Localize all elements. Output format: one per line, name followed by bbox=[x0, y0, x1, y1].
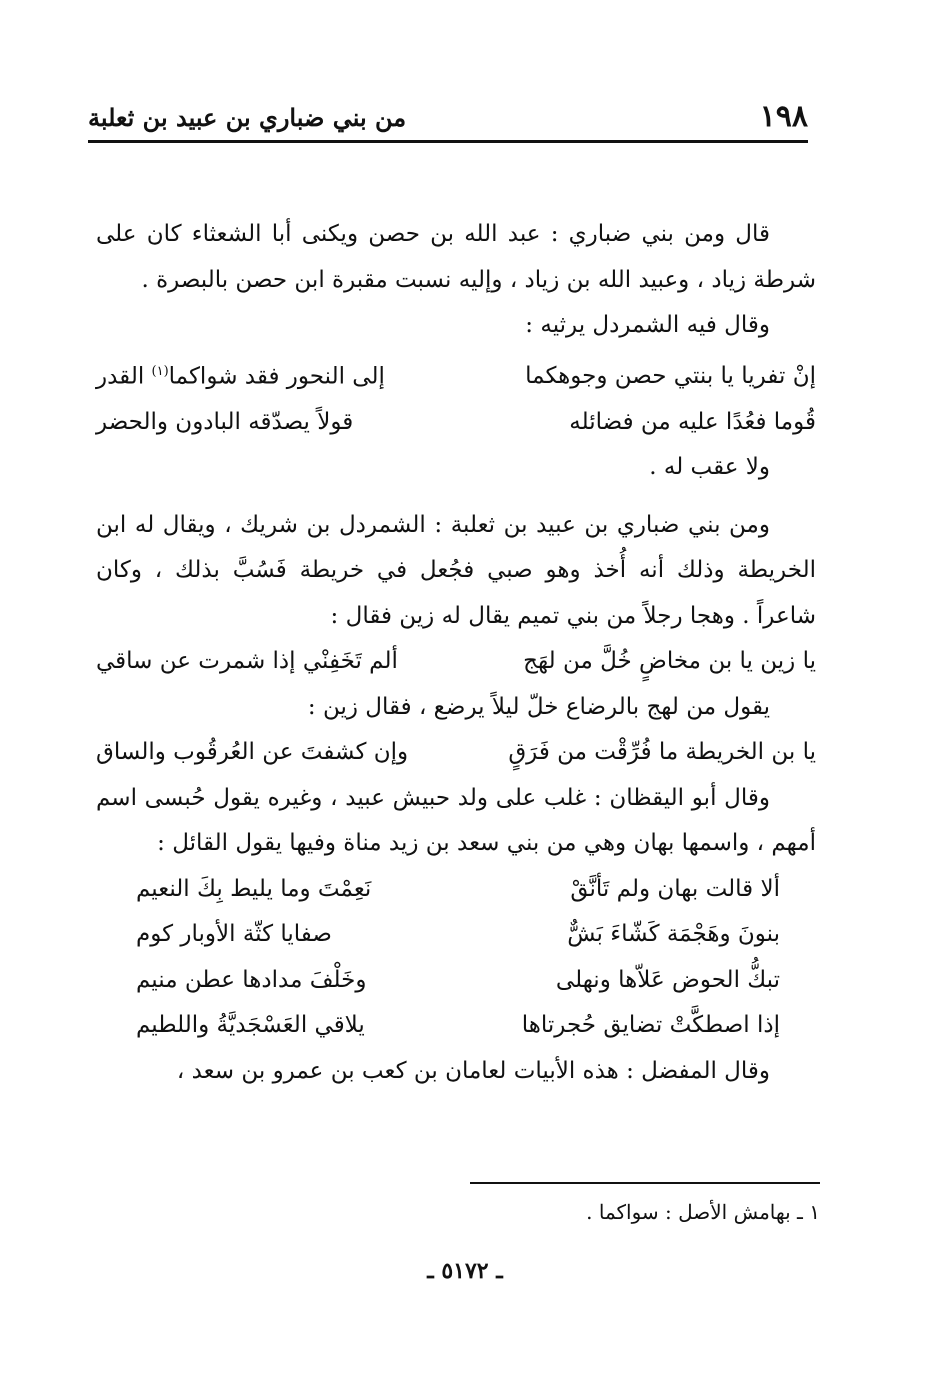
page-number: ١٩٨ bbox=[759, 99, 808, 134]
verse-1-second-hemistich-end: القدر bbox=[96, 363, 152, 390]
verse-5-second-hemistich: نَعِمْتَ وما يليط بِكَ النعيم bbox=[136, 875, 372, 902]
paragraph-3: ولا عقب له . bbox=[649, 454, 770, 481]
verse-3-first-hemistich: يا زين يا بن مخاضٍ خُلَّ من لهَج bbox=[523, 648, 816, 675]
verse-8-second-hemistich: يلاقي العَسْجَديَّةُ واللطيم bbox=[136, 1012, 365, 1039]
verse-8 bbox=[96, 1003, 816, 1049]
verse-2-second-hemistich: قولاً يصدّقه البادون والحضر bbox=[96, 408, 354, 435]
verse-4-second-hemistich: وإن كشفتَ عن العُرقُوب والساق bbox=[96, 739, 409, 766]
main-text bbox=[96, 212, 816, 1094]
verse-2-first-hemistich: قُوما فعُدًا عليه من فضائله bbox=[569, 408, 816, 435]
paragraph-7: وقال المفضل : هذه الأبيات لعامان بن كعب بن عمرو بن سعد ، bbox=[176, 1057, 770, 1084]
paragraph-4: ومن بني ضباري بن عبيد بن ثعلبة : الشمردل بن شريك ، ويقال له ابن الخريطة وذلك أنه أُخذ وهو صبي فجُعل في خريطة فَسُبَّ بذلك ، وكان شاعراً . وهجا رجلاً من بني تميم يقال له زين فقال : bbox=[96, 511, 816, 629]
verse-7-first-hemistich: تبكُّ الحوض عَلاّها ونهلى bbox=[555, 966, 780, 993]
verse-1-second-hemistich-start: إلى النحور فقد شواكما bbox=[168, 363, 385, 390]
verse-5-first-hemistich: ألا قالت بهان ولم تَأنَّقْ bbox=[570, 875, 780, 902]
footnote-divider bbox=[470, 1182, 820, 1184]
verse-8-first-hemistich: إذا اصطكَّتْ تضايق حُجرتاها bbox=[521, 1012, 780, 1039]
page-header bbox=[88, 96, 808, 143]
paragraph-1: قال ومن بني ضباري : عبد الله بن حصن ويكنى أبا الشعثاء كان على شرطة زياد ، وعبيد الله بن زياد ، وإليه نسبت مقبرة ابن حصن بالبصرة . bbox=[96, 221, 816, 293]
verse-5 bbox=[96, 867, 816, 913]
folio-number: ـ ٥١٧٢ ـ bbox=[427, 1258, 503, 1284]
verse-3-second-hemistich: ألم تَخَفِنْي إذا شمرت عن ساقي bbox=[96, 648, 398, 675]
verse-6-first-hemistich: بنونَ وهَجْمَة كَشّاءَ بَشٌّ bbox=[567, 921, 780, 948]
footnote-marker: (١) bbox=[151, 363, 169, 379]
verse-1 bbox=[96, 349, 816, 400]
verse-1-first-hemistich: إنْ تفريا يا بنتي حصن وجوهكما bbox=[525, 363, 816, 390]
paragraph-2: وقال فيه الشمردل يرثيه : bbox=[525, 312, 770, 338]
verse-7-second-hemistich: وخَلْفَ مدادها عطن منيم bbox=[136, 966, 367, 993]
footnote: ١ ـ بهامش الأصل : سواكما . bbox=[586, 1200, 820, 1224]
verse-7 bbox=[96, 958, 816, 1004]
verse-6 bbox=[96, 912, 816, 958]
spacer bbox=[96, 491, 816, 503]
verse-4-first-hemistich: يا بن الخريطة ما فُرِّقْت من فَرَقٍ bbox=[508, 739, 816, 766]
verse-3 bbox=[96, 639, 816, 685]
verse-4 bbox=[96, 730, 816, 776]
paragraph-5: يقول من لهج بالرضاع خلّ ليلاً يرضع ، فقال زين : bbox=[307, 693, 770, 720]
running-title: من بني ضباري بن عبيد بن ثعلبة bbox=[88, 103, 407, 132]
verse-6-second-hemistich: صفايا كثّة الأوبار كوم bbox=[136, 921, 332, 948]
paragraph-6: وقال أبو اليقظان : غلب على ولد حبيش عبيد ، وغيره يقول حُبسى اسم أمهم ، واسمها بهان وهي من بني سعد بن زيد مناة وفيها يقول القائل : bbox=[96, 784, 816, 857]
verse-2 bbox=[96, 400, 816, 446]
verse-1-second-hemistich bbox=[96, 349, 385, 400]
